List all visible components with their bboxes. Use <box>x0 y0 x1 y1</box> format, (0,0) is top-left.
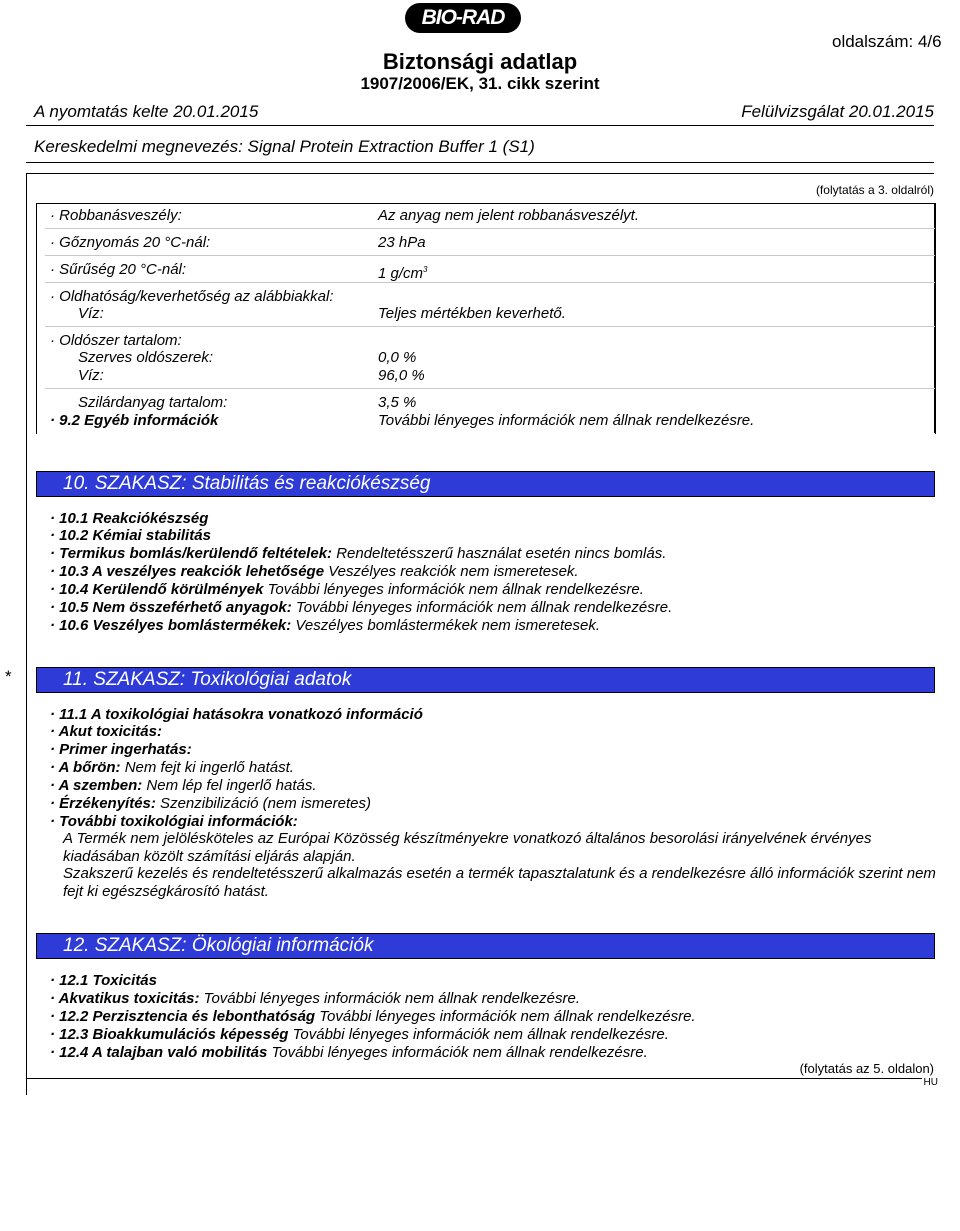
row-separator <box>45 282 935 283</box>
s10-thermal-decomposition: · Termikus bomlás/kerülendő feltételek: Rendeltetésszerű használat esetén nincs bomlás. <box>50 545 667 562</box>
section-10-header <box>36 471 935 497</box>
s11-primary-irritation: · Primer ingerhatás: <box>50 741 192 758</box>
s11-additional-info: · További toxikológiai információk: <box>50 813 298 830</box>
s11-health-paragraph: Szakszerű kezelés és rendeltetésszerű alkalmazás esetén a termék tapasztalatunk és a rendelkezésre álló információk szerint nem fejt ki egészségkárosító hatást. <box>63 865 936 900</box>
other-info-value: További lényeges információk nem állnak rendelkezésre. <box>378 412 755 429</box>
other-info-label: · 9.2 Egyéb információk <box>50 412 219 429</box>
section-11-header <box>36 667 935 693</box>
s10-incompatible-materials: · 10.5 Nem összeférhető anyagok: További lényeges információk nem állnak rendelkezésre. <box>50 599 673 616</box>
density-value: 1 $g/cm^3$ <box>378 265 428 282</box>
s11-acute-toxicity: · Akut toxicitás: <box>50 723 162 740</box>
s10-hazardous-reactions: · 10.3 A veszélyes reakciók lehetősége Veszélyes reakciók nem ismeretesek. <box>50 563 579 580</box>
s11-eyes: · A szemben: Nem lép fel ingerlő hatás. <box>50 777 317 794</box>
page-number: oldalszám: 4/6 <box>832 32 942 51</box>
s10-decomposition-products: · 10.6 Veszélyes bomlástermékek: Veszélyes bomlástermékek nem ismeretesek. <box>50 617 600 634</box>
explosion-label: · Robbanásveszély: <box>50 207 182 224</box>
s12-soil-mobility: · 12.4 A talajban való mobilitás További lényeges információk nem állnak rendelkezésre. <box>50 1044 648 1061</box>
s11-sensitisation: · Érzékenyítés: Szenzibilizáció (nem ismeretes) <box>50 795 371 812</box>
s12-persistence: · 12.2 Perzisztencia és lebonthatóság További lényeges információk nem állnak rendelkezésre. <box>50 1008 696 1025</box>
document-subtitle: 1907/2006/EK, 31. cikk szerint <box>360 74 600 93</box>
properties-box-right <box>934 203 935 433</box>
footer-divider <box>26 1078 922 1079</box>
row-separator <box>45 326 935 327</box>
language-code: HU <box>923 1077 938 1088</box>
s12-toxicity: · 12.1 Toxicitás <box>50 972 157 989</box>
water-content-label: Víz: <box>78 367 104 384</box>
s11-skin: · A bőrön: Nem fejt ki ingerlő hatást. <box>50 759 294 776</box>
section-11-title: 11. SZAKASZ: Toxikológiai adatok <box>63 669 352 690</box>
bio-rad-logo: BIO-RAD <box>405 3 521 33</box>
row-separator <box>45 255 935 256</box>
s10-reactivity: · 10.1 Reakciókészség <box>50 510 209 527</box>
vapour-pressure-value: 23 hPa <box>378 234 426 251</box>
content-frame-top <box>26 173 934 174</box>
s11-classification-paragraph: A Termék nem jelölésköteles az Európai Közösség készítményekre vonatkozó általános besorolási irányelvének érvényes kiadásában közölt számítási eljárás alapján. <box>63 830 872 865</box>
revision-date: Felülvizsgálat 20.01.2015 <box>741 102 934 121</box>
section-12-title: 12. SZAKASZ: Ökológiai információk <box>63 935 374 956</box>
continued-to: (folytatás az 5. oldalon) <box>799 1061 934 1076</box>
s12-bioaccumulation: · 12.3 Bioakkumulációs képesség További lényeges információk nem állnak rendelkezésre. <box>50 1026 669 1043</box>
s10-chemical-stability: · 10.2 Kémiai stabilitás <box>50 527 211 544</box>
solubility-water-value: Teljes mértékben keverhető. <box>378 305 566 322</box>
explosion-value: Az anyag nem jelent robbanásveszélyt. <box>378 207 639 224</box>
header-divider <box>26 125 934 126</box>
s11-toxicological-effects: · 11.1 A toxikológiai hatásokra vonatkozó információ <box>50 706 423 723</box>
trade-name-divider <box>26 162 934 163</box>
vapour-pressure-label: · Gőznyomás 20 °C-nál: <box>50 234 211 251</box>
row-separator <box>45 228 935 229</box>
water-content-value: 96,0 % <box>378 367 425 384</box>
section-12-header <box>36 933 935 959</box>
s10-conditions-to-avoid: · 10.4 Kerülendő körülmények További lényeges információk nem állnak rendelkezésre. <box>50 581 644 598</box>
section-10-title: 10. SZAKASZ: Stabilitás és reakciókészség <box>63 473 431 494</box>
solids-content-label: Szilárdanyag tartalom: <box>78 394 228 411</box>
continued-from: (folytatás a 3. oldalról) <box>815 183 934 197</box>
content-frame-left <box>26 173 27 1095</box>
trade-name: Kereskedelmi megnevezés: Signal Protein Extraction Buffer 1 (S1) <box>34 137 535 156</box>
organic-solvent-value: 0,0 % <box>378 349 417 366</box>
row-separator <box>45 388 935 389</box>
s12-aquatic-toxicity: · Akvatikus toxicitás: További lényeges információk nem állnak rendelkezésre. <box>50 990 580 1007</box>
solubility-water-label: Víz: <box>78 305 104 322</box>
density-label: · Sűrűség 20 °C-nál: <box>50 261 187 278</box>
solubility-label: · Oldhatóság/keverhetőség az alábbiakkal: <box>50 288 334 305</box>
solvent-content-label: · Oldószer tartalom: <box>50 332 182 349</box>
revision-star: * <box>5 667 12 686</box>
document-title: Biztonsági adatlap <box>382 49 578 74</box>
organic-solvent-label: Szerves oldószerek: <box>78 349 214 366</box>
solids-content-value: 3,5 % <box>378 394 417 411</box>
print-date: A nyomtatás kelte 20.01.2015 <box>34 102 259 121</box>
